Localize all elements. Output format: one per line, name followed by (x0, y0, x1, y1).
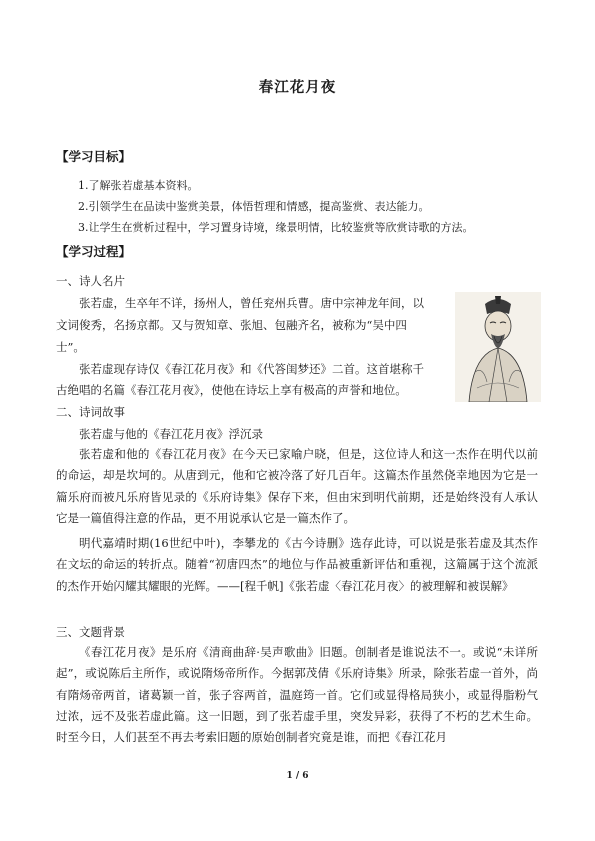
poet-portrait-image (455, 292, 541, 402)
story-paragraph-1: 张若虚和他的《春江花月夜》在今天已家喻户晓，但是，这位诗人和这一杰作在明代以前的命运，却是坎坷的。从唐到元，他和它被冷落了好几百年。这篇杰作虽然侥幸地因为它是一篇乐府而被凡乐府皆见录的《乐府诗集》保存下来，但由宋到明代前期，还是始终没有人承认它是一篇值得注意的作品，更不用说承认它是一篇杰作了。 (56, 447, 538, 525)
goals-heading: 【学习目标】 (56, 149, 132, 164)
section-3-title: 三、文题背景 (56, 625, 125, 639)
background-paragraph: 《春江花月夜》是乐府《清商曲辞·吴声歌曲》旧题。创制者是谁说法不一。或说“未详所起”，或说陈后主所作，或说隋炀帝所作。今据郭茂倩《乐府诗集》所录，除张若虚一首外，尚有隋炀帝两首，诸葛颖一首，张子容两首，温庭筠一首。它们或显得格局狭小，或显得脂粉气过浓，远不及张若虚此篇。这一旧题，到了张若虚手里，突发异彩，获得了不朽的艺术生命。时至今日，人们甚至不再去考索旧题的原始创制者究竟是谁，而把《春江花月 (56, 645, 538, 745)
goal-item-1: 1.了解张若虚基本资料。 (78, 179, 199, 192)
goal-item-2: 2.引领学生在品读中鉴赏美景，体悟哲理和情感，提高鉴赏、表达能力。 (78, 200, 430, 213)
poet-works-line-1: 张若虚现存诗仅《春江花月夜》和《代答闺梦还》二首。这首堪称千 (79, 362, 424, 376)
poet-bio-line-1: 张若虚，生卒年不详，扬州人，曾任兖州兵曹。唐中宗神龙年间，以 (79, 296, 424, 310)
process-heading: 【学习过程】 (56, 244, 132, 259)
poet-bio-line-3: 士”。 (56, 340, 85, 354)
poet-works-line-2: 古绝唱的名篇《春江花月夜》，使他在诗坛上享有极高的声誉和地位。 (56, 383, 407, 397)
page-number: 1 / 6 (286, 771, 309, 781)
section-1-title: 一、诗人名片 (56, 274, 125, 288)
poet-bio-line-2: 文词俊秀，名扬京都。又与贺知章、张旭、包融齐名，被称为“吴中四 (56, 318, 407, 332)
section-2-title: 二、诗词故事 (56, 405, 125, 419)
story-subtitle: 张若虚与他的《春江花月夜》浮沉录 (79, 427, 263, 441)
story-paragraph-2: 明代嘉靖时期(16世纪中叶)，李攀龙的《古今诗删》选存此诗，可以说是张若虚及其杰作在文坛的命运的转折点。随着“初唐四杰”的地位与作品被重新评估和重视，这篇属于这个流派的杰作开始闪耀其耀眼的光辉。——[程千帆]《张若虚〈春江花月夜〉的被理解和被误解》 (56, 536, 538, 593)
goal-item-3: 3.让学生在赏析过程中，学习置身诗境，缘景明情，比较鉴赏等欣赏诗歌的方法。 (78, 221, 474, 234)
page-title: 春江花月夜 (258, 80, 337, 96)
